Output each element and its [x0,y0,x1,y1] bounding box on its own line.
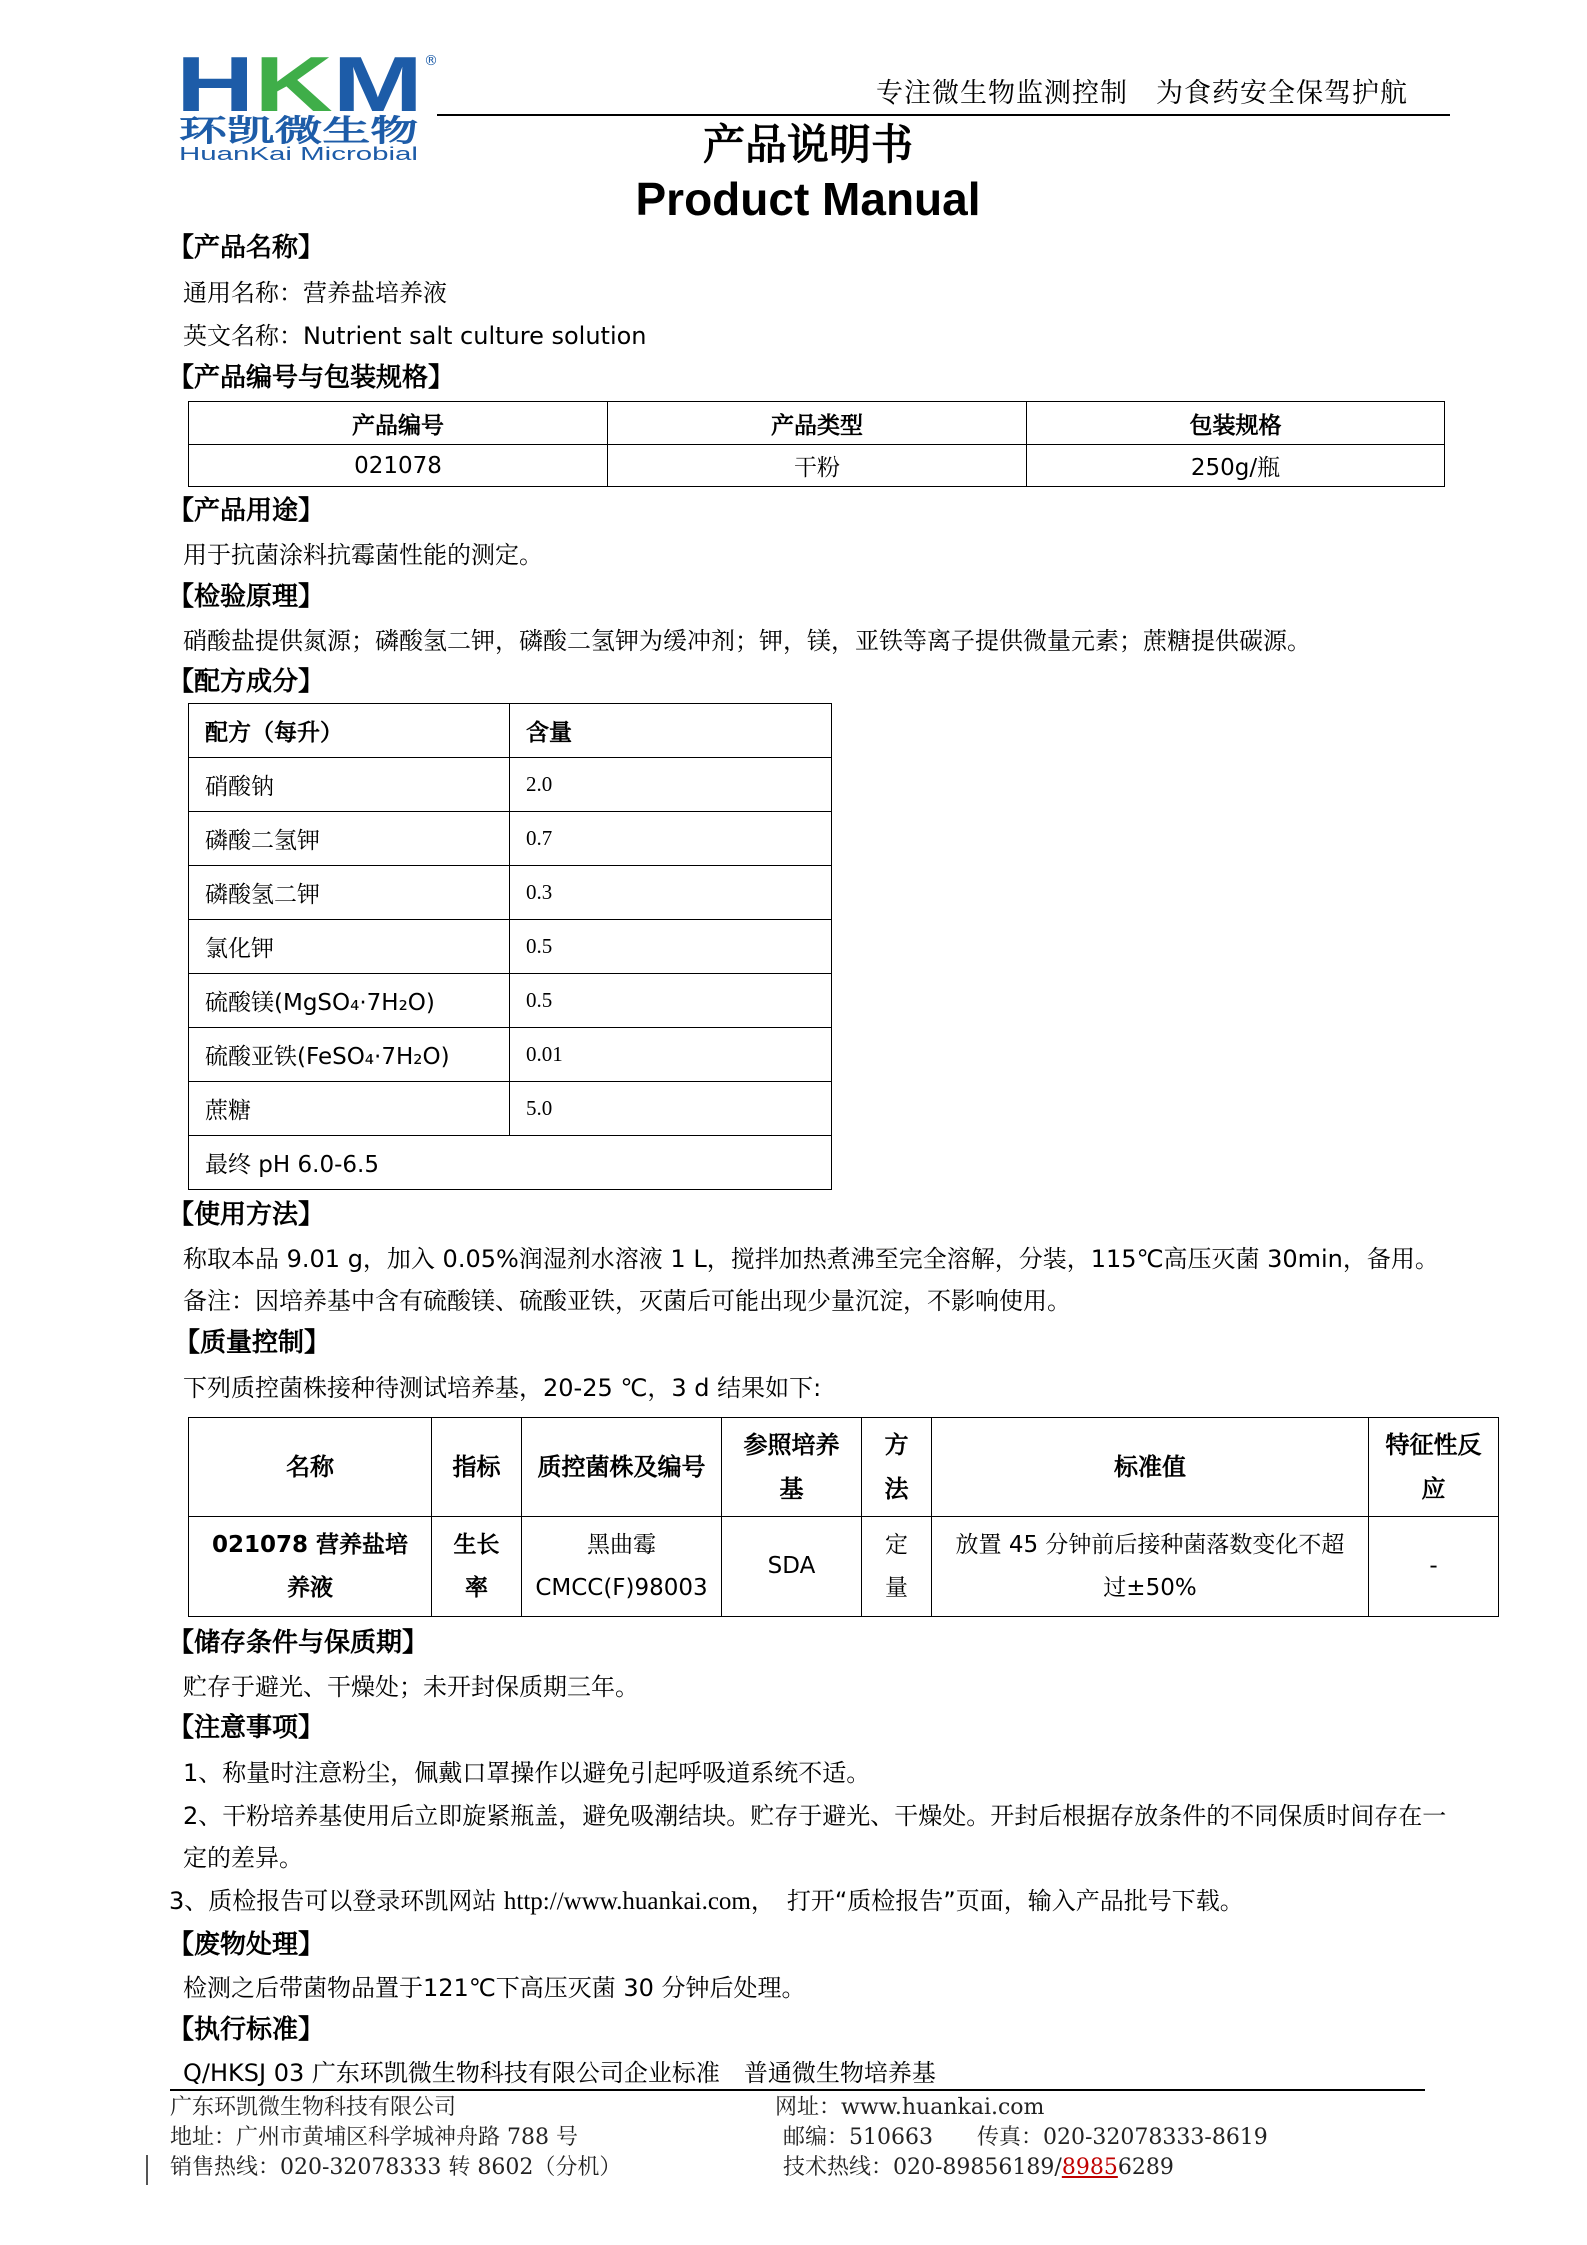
formula-final-ph-row [189,1136,832,1190]
qc-cell-line: 放置 45 分钟前后接种菌落数变化不超 [955,1531,1345,1558]
storage-text: 贮存于避光、干燥处；未开封保质期三年。 [183,1673,639,1701]
section-heading-waste: 【废物处理】 [168,1930,325,1960]
qc-strain [522,1517,722,1617]
footer-sales-hotline: 销售热线：020-32078333 转 8602（分机） [170,2155,622,2180]
english-name: 英文名称：Nutrient salt culture solution [183,322,647,350]
footer-margin-mark [146,2155,148,2185]
formula-amount: 0.01 [510,1028,832,1082]
footer-address: 地址：广州市黄埔区科学城神舟路 788 号 [170,2125,578,2150]
spec-data-row [189,445,1445,487]
formula-ingredient: 硫酸亚铁(FeSO₄·7H₂O) [189,1028,510,1082]
waste-text: 检测之后带菌物品置于121℃下高压灭菌 30 分钟后处理。 [183,1974,806,2002]
qc-header-characteristic [1369,1418,1499,1517]
formula-amount: 0.7 [510,812,832,866]
formula-amount: 0.3 [510,866,832,920]
qc-header-row [189,1418,1499,1517]
qc-indicator [432,1517,522,1617]
logo-registered-mark: ® [424,53,438,69]
tech-hotline-text-before: 技术热线：020-89856189/ [783,2155,1062,2180]
qc-header-strain [522,1418,722,1517]
qc-header-line: 参照培养 [743,1431,840,1459]
general-name: 通用名称：营养盐培养液 [183,279,447,307]
note-item-2-line-1: 2、干粉培养基使用后立即旋紧瓶盖，避免吸潮结块。贮存于避光、干燥处。开封后根据存放条件的不同保质时间存在一 [183,1802,1447,1830]
qc-header-line: 名称 [286,1453,334,1481]
formula-amount: 0.5 [510,974,832,1028]
spec-header-package: 包装规格 [1027,402,1445,445]
qc-header-name [189,1418,432,1517]
section-heading-notes: 【注意事项】 [168,1713,325,1743]
qc-header-standard [932,1418,1369,1517]
formula-row [189,758,832,812]
qc-header-reference-medium [722,1418,862,1517]
method-remark: 备注：因培养基中含有硫酸镁、硫酸亚铁，灭菌后可能出现少量沉淀，不影响使用。 [183,1287,1071,1315]
standard-text: Q/HKSJ 03 广东环凯微生物科技有限公司企业标准 普通微生物培养基 [183,2059,936,2087]
spec-header-row [189,402,1445,445]
website-url: http://www.huankai.com [503,1888,751,1915]
principle-text: 硝酸盐提供氮源；磷酸氢二钾，磷酸二氢钾为缓冲剂；钾，镁，亚铁等离子提供微量元素；蔗糖提供碳源。 [183,627,1311,655]
spec-package: 250g/瓶 [1027,445,1445,487]
qc-header-line: 法 [884,1475,909,1503]
qc-cell-line: 定 [885,1531,908,1558]
formula-row [189,974,832,1028]
usage-text: 用于抗菌涂料抗霉菌性能的测定。 [183,541,543,569]
section-heading-formula: 【配方成分】 [168,667,325,697]
spec-header-code: 产品编号 [189,402,608,445]
page-title-en: Product Manual [635,173,981,225]
qc-header-line: 方 [884,1431,909,1459]
formula-ingredient: 磷酸氢二钾 [189,866,510,920]
note-item-3-text-after: ， 打开“质检报告”页面，输入产品批号下载。 [750,1887,1244,1915]
spec-type: 干粉 [608,445,1027,487]
qc-header-method [862,1418,932,1517]
qc-header-line: 特征性反 [1385,1431,1482,1459]
formula-row [189,920,832,974]
section-heading-usage: 【产品用途】 [168,496,325,526]
formula-row [189,1028,832,1082]
qc-cell-line: 黑曲霉 [587,1531,656,1558]
qc-cell-line: 过±50% [1103,1574,1197,1601]
formula-amount: 2.0 [510,758,832,812]
qc-header-line: 指标 [452,1453,501,1481]
qc-method [862,1517,932,1617]
formula-ingredient: 蔗糖 [189,1082,510,1136]
note-item-1: 1、称量时注意粉尘，佩戴口罩操作以避免引起呼吸道系统不适。 [183,1759,871,1787]
formula-ingredient: 氯化钾 [189,920,510,974]
formula-header-ingredient: 配方（每升） [189,704,510,758]
section-heading-standard: 【执行标准】 [168,2015,325,2045]
note-item-3-text-before: 3、质检报告可以登录环凯网站 [169,1887,504,1915]
qc-cell-line: 021078 营养盐培 [211,1531,409,1558]
formula-row [189,1082,832,1136]
qc-standard-value [932,1517,1369,1617]
footer-rule [170,2089,1425,2091]
qc-cell-line: CMCC(F)98003 [535,1574,708,1601]
section-heading-product-name: 【产品名称】 [168,233,325,263]
qc-cell-line: 率 [465,1574,488,1601]
logo-letter-m: M [332,45,398,128]
tech-hotline-highlight: 8985 [1061,2155,1118,2180]
formula-row [189,812,832,866]
footer-website: 网址：www.huankai.com [775,2095,1045,2120]
qc-cell-line: 量 [885,1574,908,1601]
method-instructions: 称取本品 9.01 g，加入 0.05%润湿剂水溶液 1 L，搅拌加热煮沸至完全溶解，分装，115℃高压灭菌 30min，备用。 [183,1245,1439,1273]
logo-name-cn: 环凯微生物 [179,114,418,149]
section-heading-quality-control: 【质量控制】 [174,1328,331,1358]
qc-cell-line: 生长 [453,1531,500,1558]
qc-characteristic [1369,1517,1499,1617]
section-heading-spec: 【产品编号与包装规格】 [168,363,455,393]
logo-letter-h: H [176,45,233,128]
qc-data-row [189,1517,1499,1617]
hkm-logo [170,45,440,170]
qc-header-line: 应 [1421,1475,1446,1503]
section-heading-principle: 【检验原理】 [168,582,325,612]
formula-ingredient: 硫酸镁(MgSO₄·7H₂O) [189,974,510,1028]
section-heading-method: 【使用方法】 [168,1200,325,1230]
formula-ingredient: 磷酸二氢钾 [189,812,510,866]
qc-header-line: 标准值 [1114,1453,1186,1481]
tech-hotline-text-after: 6289 [1117,2155,1174,2180]
formula-header-amount: 含量 [510,704,832,758]
spec-code: 021078 [189,445,608,487]
qc-header-line: 基 [779,1475,804,1503]
formula-header-row [189,704,832,758]
qc-product-name [189,1517,432,1617]
footer-company: 广东环凯微生物科技有限公司 [170,2095,457,2120]
slogan: 专注微生物监测控制 为食药安全保驾护航 [876,78,1408,109]
qc-reference-medium [722,1517,862,1617]
qc-cell-line: SDA [767,1553,816,1579]
final-ph: 最终 pH 6.0-6.5 [189,1136,832,1190]
spec-table [188,401,1445,487]
qc-header-line: 质控菌株及编号 [537,1453,706,1481]
header-rule [437,114,1450,116]
formula-table [188,703,832,1190]
logo-name-en: HuanKai Microbial [179,144,418,164]
note-item-3 [169,1886,1244,1917]
spec-header-type: 产品类型 [608,402,1027,445]
section-heading-storage: 【储存条件与保质期】 [168,1628,429,1658]
qc-cell-line: 养液 [287,1574,333,1601]
formula-ingredient: 硝酸钠 [189,758,510,812]
formula-row [189,866,832,920]
qc-cell-line: - [1429,1553,1438,1579]
page-title-cn: 产品说明书 [702,120,913,169]
logo-letter-k: K [254,45,311,128]
formula-amount: 0.5 [510,920,832,974]
note-item-2-line-2: 定的差异。 [183,1844,303,1872]
footer-tech-hotline [783,2153,1174,2183]
formula-amount: 5.0 [510,1082,832,1136]
qc-table [188,1417,1499,1617]
footer-postcode-fax: 邮编：510663 传真：020-32078333-8619 [783,2125,1268,2150]
qc-intro: 下列质控菌株接种待测试培养基，20-25 ℃，3 d 结果如下: [183,1374,822,1402]
qc-header-indicator [432,1418,522,1517]
